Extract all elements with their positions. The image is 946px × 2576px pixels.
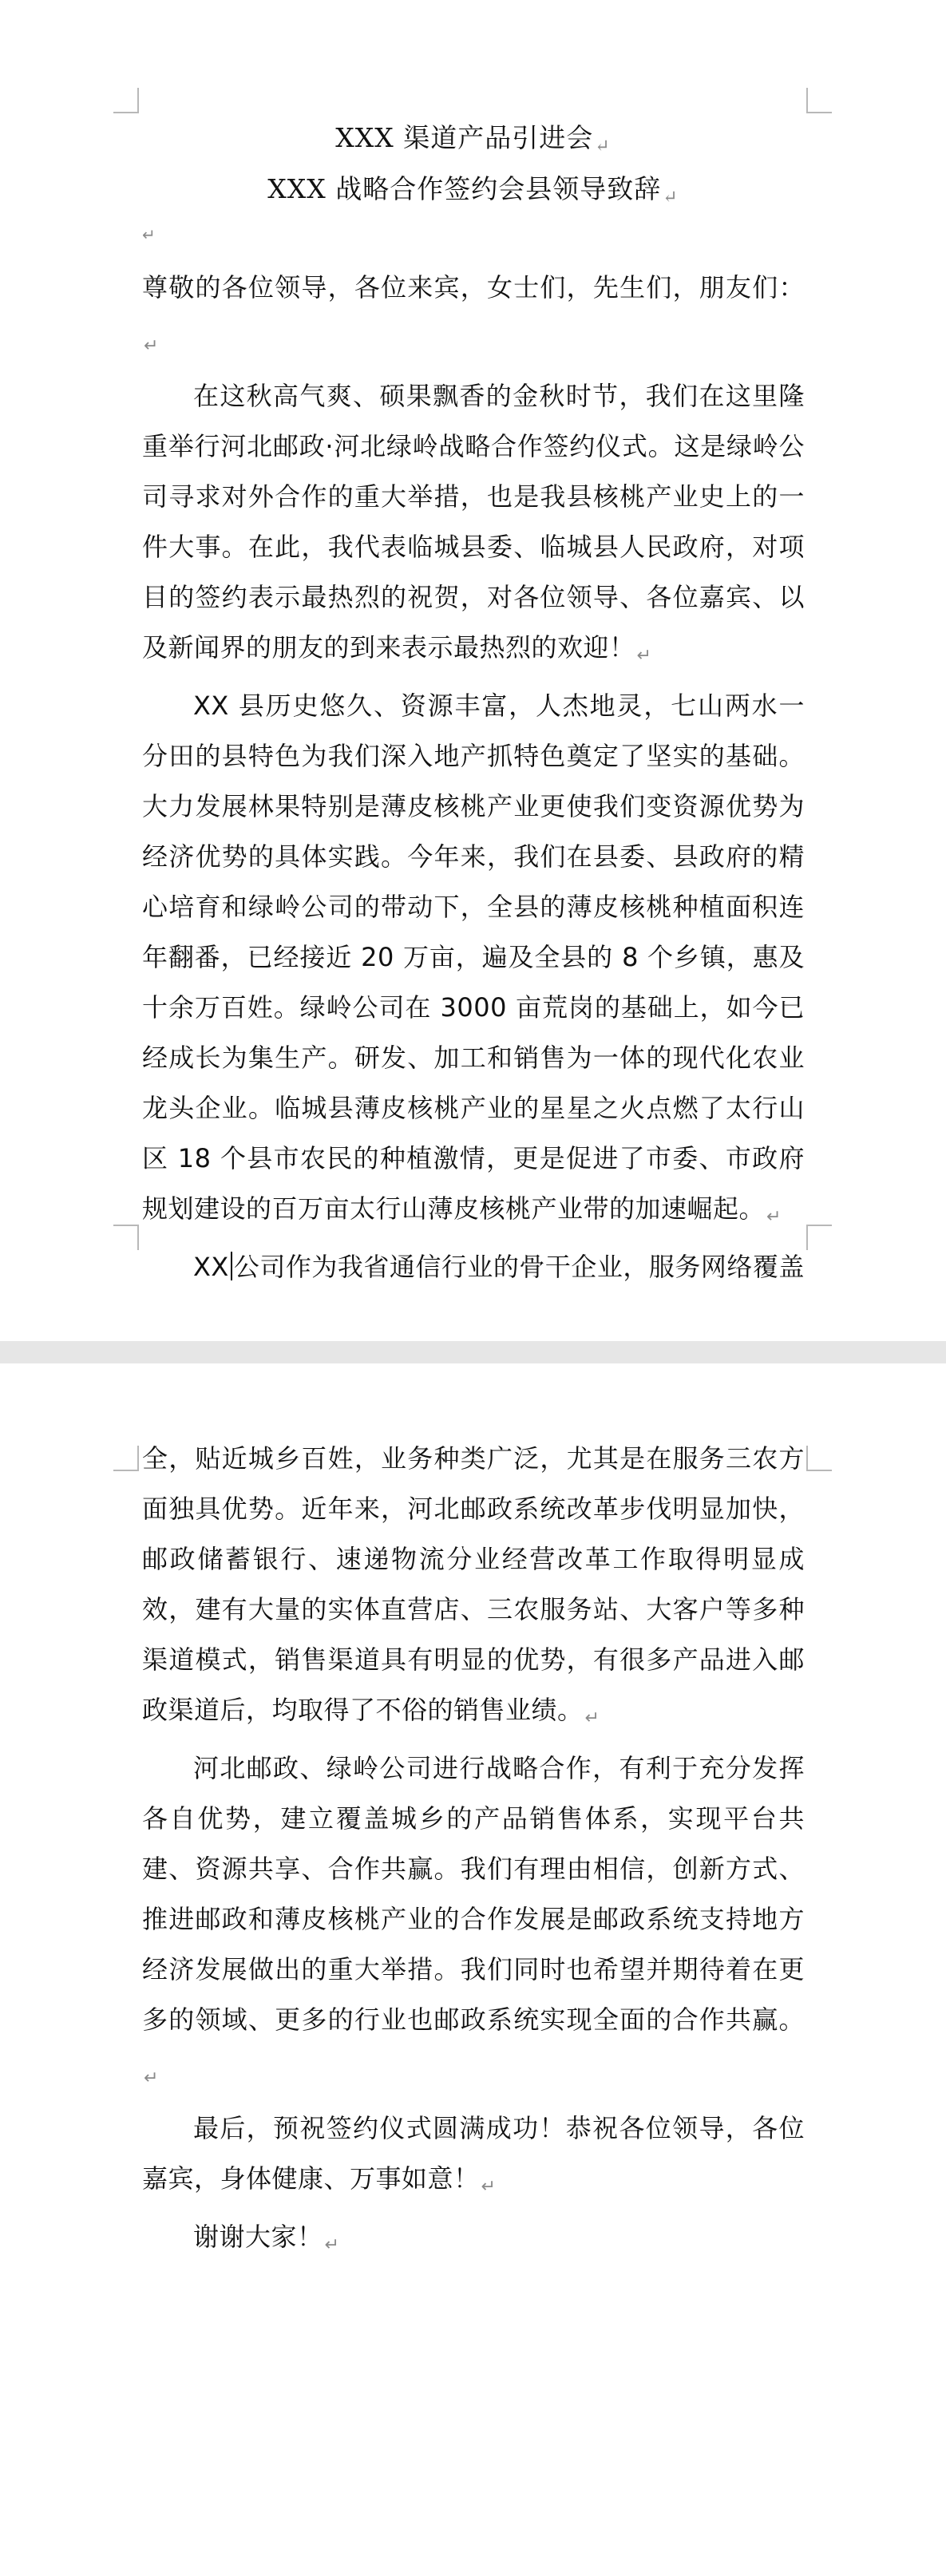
document-body-page-1[interactable]: [142, 263, 805, 1292]
corner-crop-mark: [806, 1225, 832, 1250]
closing-paragraph[interactable]: 谢谢大家！↵: [193, 2222, 340, 2255]
document-title-line-2[interactable]: XXX 战略合作签约会县领导致辞↵: [267, 173, 679, 208]
paragraph-mark-icon: ↵: [766, 1207, 782, 1227]
body-paragraph-4[interactable]: 河北邮政、绿岭公司进行战略合作，有利于充分发挥各自优势，建立覆盖城乡的产品销售体系，实现平台共建、资源共享、合作共赢。我们有理由相信，创新方式、推进邮政和薄皮核桃产业的合作发展是邮政系统支持地方经济发展做出的重大举措。我们同时也希望并期待着在更多的领域、更多的行业也邮政系统实现全面的合作共赢。↵: [142, 1753, 805, 2088]
paragraph-mark-icon: ↵: [584, 1708, 600, 1728]
paragraph-mark-icon: ↵: [481, 2177, 497, 2197]
body-paragraph-1[interactable]: 在这秋高气爽、硕果飘香的金秋时节，我们在这里隆重举行河北邮政·河北绿岭战略合作签约仪式。这是绿岭公司寻求对外合作的重大举措，也是我县核桃产业史上的一件大事。在此，我代表临城县委、临城县人民政府，对项目的签约表示最热烈的祝贺，对各位领导、各位嘉宾、以及新闻界的朋友的到来表示最热烈的欢迎！↵: [142, 381, 805, 666]
paragraph-mark-icon: ↵: [595, 137, 611, 156]
corner-crop-mark: [806, 88, 832, 113]
corner-crop-mark: [113, 1446, 139, 1471]
corner-crop-mark: [806, 1446, 832, 1471]
corner-crop-mark: [113, 88, 139, 113]
text-cursor: [231, 1252, 232, 1280]
corner-crop-mark: [113, 1225, 139, 1250]
document-body-page-2[interactable]: [142, 1434, 805, 2270]
paragraph-mark-icon: ↵: [144, 336, 159, 356]
body-paragraph-3-start[interactable]: XX 公司作为我省通信行业的骨干企业，服务网络覆盖: [193, 1252, 805, 1282]
body-paragraph-5[interactable]: 最后，预祝签约仪式圆满成功！恭祝各位领导，各位嘉宾，身体健康、万事如意！↵: [142, 2113, 805, 2197]
body-paragraph-2[interactable]: XX 县历史悠久、资源丰富，人杰地灵，七山两水一分田的县特色为我们深入地产抓特色奠定了坚实的基础。大力发展林果特别是薄皮核桃产业更使我们变资源优势为经济优势的具体实践。今年来，我们在县委、县政府的精心培育和绿岭公司的带动下，全县的薄皮核桃种植面积连年翻番，已经接近 20 万亩，遍及全县的 8 个乡镇，惠及十余万百姓。绿岭公司在 3000 亩荒岗的基础上，如今已经成长为集生产。研发、加工和销售为一体的现代化农业龙头企业。临城县薄皮核桃产业的星星之火点燃了太行山区 18 个县市农民的种植激情，更是促进了市委、市政府规划建设的百万亩太行山薄皮核桃产业带的加速崛起。↵: [142, 690, 805, 1227]
paragraph-mark-icon: ↵: [144, 2068, 159, 2088]
paragraph-mark-icon: ↵: [636, 646, 652, 666]
paragraph-mark-icon: ↵: [142, 225, 156, 244]
body-paragraph-3-continued[interactable]: 全，贴近城乡百姓，业务种类广泛，尤其是在服务三农方面独具优势。近年来，河北邮政系统改革步伐明显加快，邮政储蓄银行、速递物流分业经营改革工作取得明显成效，建有大量的实体直营店、三农服务站、大客户等多种渠道模式，销售渠道具有明显的优势，有很多产品进入邮政渠道后，均取得了不俗的销售业绩。↵: [142, 1443, 805, 1728]
document-title-line-1[interactable]: XXX 渠道产品引进会↵: [335, 122, 611, 156]
greeting-paragraph[interactable]: 尊敬的各位领导，各位来宾，女士们，先生们，朋友们：↵: [142, 272, 805, 356]
paragraph-mark-icon: ↵: [663, 188, 679, 208]
page-separator: [0, 1341, 946, 1363]
paragraph-mark-icon: ↵: [324, 2235, 340, 2255]
